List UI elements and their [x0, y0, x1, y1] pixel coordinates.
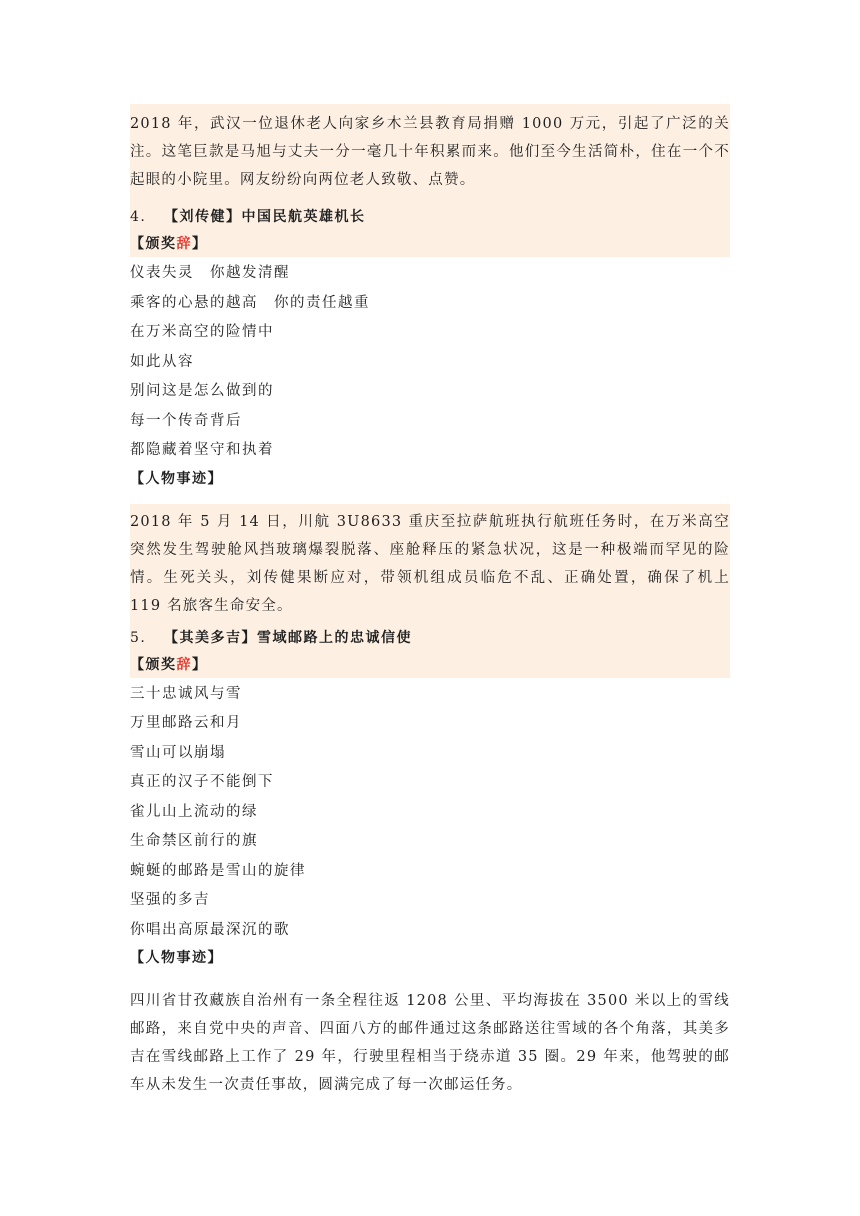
- section4-verses: [130, 259, 730, 466]
- section5-verses: [130, 680, 730, 946]
- section4-number: 4.: [130, 209, 147, 225]
- section5-deeds-paragraph: 四川省甘孜藏族自治州有一条全程往返 1208 公里、平均海拔在 3500 米以上的雪线邮路，来自党中央的声音、四面八方的邮件通过这条邮路送往雪域的各个角落，其美多吉在雪线邮路上工作了 29 年，行驶里程相当于绕赤道 35 圈。29 年来，他驾驶的邮车从未发生一次责任事故，圆满完成了每一次邮运任务。: [130, 993, 730, 1093]
- verse-line: 雀儿山上流动的绿: [130, 803, 258, 820]
- section5-number: 5.: [130, 629, 147, 646]
- award-label-highlight: 辞: [176, 656, 192, 673]
- verse-line: 蜿蜒的邮路是雪山的旋律: [130, 862, 306, 879]
- section4-title: 【刘传健】中国民航英雄机长: [164, 209, 366, 225]
- verse-line: 你唱出高原最深沉的歌: [130, 921, 290, 938]
- section5-title: 【其美多吉】雪域邮路上的忠诚信使: [164, 629, 412, 646]
- section3-paragraph: 2018 年，武汉一位退休老人向家乡木兰县教育局捐赠 1000 万元，引起了广泛的关注。这笔巨款是马旭与丈夫一分一毫几十年积累而来。他们至今生活简朴，住在一个不起眼的小院里。网友纷纷向两位老人致敬、点赞。: [130, 104, 730, 203]
- verse-line: 别问这是怎么做到的: [130, 383, 274, 399]
- verse-line: 仪表失灵 你越发清醒: [130, 265, 290, 281]
- section5-heading: [130, 624, 730, 653]
- verse-line: 坚强的多吉: [130, 892, 210, 908]
- section4-heading: [130, 203, 730, 232]
- award-label-highlight: 辞: [176, 236, 192, 252]
- section5-deeds-label: 【人物事迹】: [130, 950, 223, 966]
- section4-deeds-label: 【人物事迹】: [130, 470, 223, 487]
- verse-line: 万里邮路云和月: [130, 715, 242, 731]
- verse-line: 都隐藏着坚守和执着: [130, 442, 274, 458]
- verse-line: 三十忠诚风与雪: [130, 685, 242, 702]
- verse-line: 每一个传奇背后: [130, 412, 242, 429]
- verse-line: 在万米高空的险情中: [130, 324, 274, 340]
- section5-award-label: 【颁奖辞】: [130, 653, 730, 678]
- verse-line: 生命禁区前行的旗: [130, 833, 258, 849]
- section4-deeds-paragraph: 2018 年 5 月 14 日，川航 3U8633 重庆至拉萨航班执行航班任务时，在万米高空突然发生驾驶舱风挡玻璃爆裂脱落、座舱释压的紧急状况，这是一种极端而罕见的险情。生死关头，刘传健果断应对，带领机组成员临危不乱、正确处置，确保了机上 119 名旅客生命安全。: [130, 504, 730, 624]
- verse-line: 乘客的心悬的越高 你的责任越重: [130, 294, 370, 311]
- verse-line: 雪山可以崩塌: [130, 744, 226, 761]
- document-page: [130, 0, 730, 1099]
- verse-line: 如此从容: [130, 353, 194, 370]
- verse-line: 真正的汉子不能倒下: [130, 774, 274, 790]
- section4-award-label: 【颁奖辞】: [130, 232, 730, 257]
